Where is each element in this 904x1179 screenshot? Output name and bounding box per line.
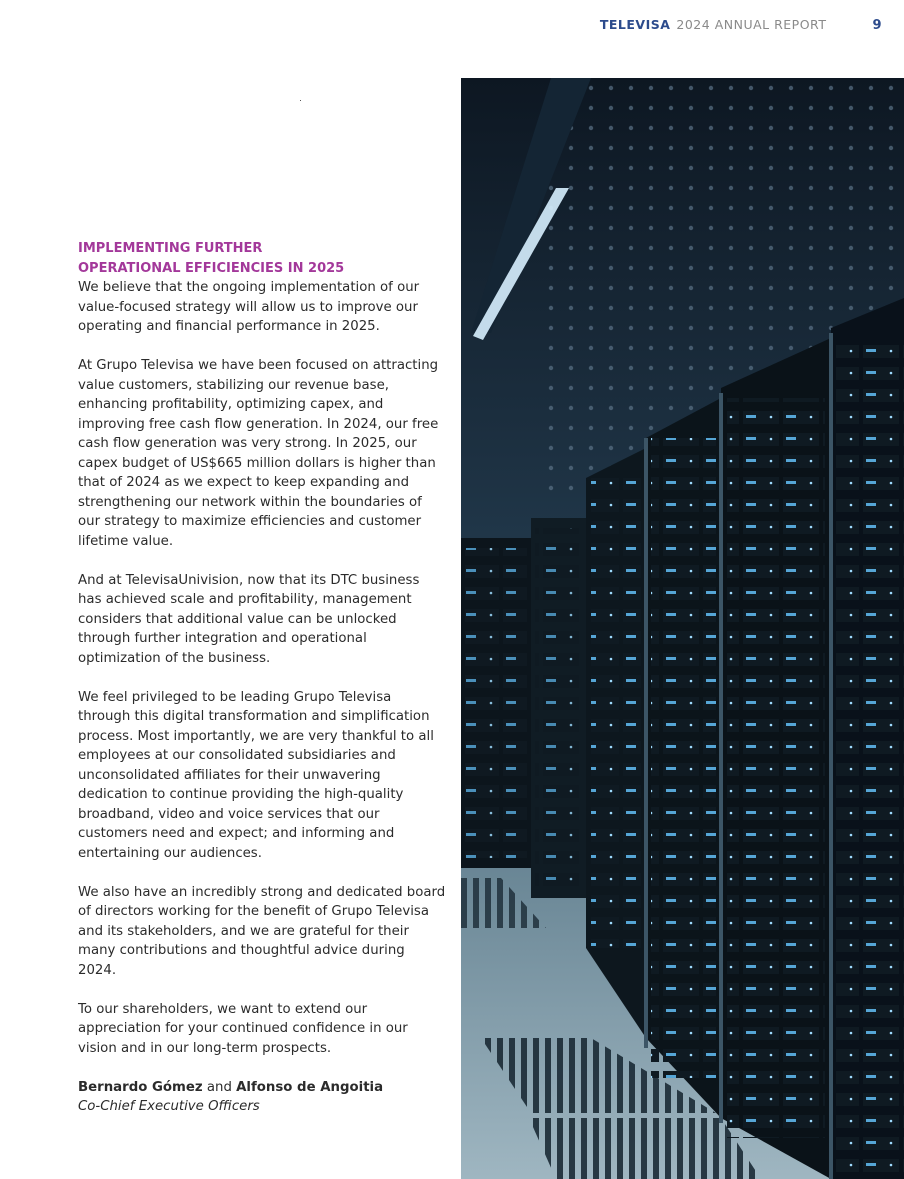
stray-dot (300, 100, 301, 101)
signature-names (78, 1078, 446, 1098)
letter-body (78, 239, 446, 1117)
signer-1: Bernardo Gómez (78, 1079, 203, 1095)
data-center-photo (461, 78, 904, 1179)
paragraph-3: And at TelevisaUnivision, now that its DTC business has achieved scale and profitability, management considers that additional value can be unlocked through further integration and operational optimization of the business. (78, 572, 420, 666)
paragraph-4: We feel privileged to be leading Grupo Televisa through this digital transformation and simplification process. Most importantly, we are very thankful to all employees at our consolidated subsidiaries and unconsolidated affiliates for their unwavering dedication to continue providing the high-quality broadband, video and voice services that our customers need and expect; and informing and entertaining our audiences. (78, 689, 434, 861)
report-title: 2024 ANNUAL REPORT (676, 17, 827, 32)
paragraph-6: To our shareholders, we want to extend our appreciation for your continued confidence in our vision and in our long-term prospects. (78, 1001, 408, 1056)
signer-2: Alfonso de Angoitia (236, 1079, 384, 1095)
paragraph-1: We believe that the ongoing implementation of our value-focused strategy will allow us to improve our operating and financial performance in 2025. (78, 280, 420, 334)
paragraph-2: At Grupo Televisa we have been focused on attracting value customers, stabilizing our revenue base, enhancing profitability, optimizing capex, and improving free cash flow generation. In 2024, our free cash flow generation was very strong. In 2025, our capex budget of US$665 million dollars is higher than that of 2024 as we expect to keep expanding and strengthening our network within the boundaries of our strategy to maximize efficiencies and customer lifetime value. (78, 358, 439, 549)
section-heading: IMPLEMENTING FURTHER OPERATIONAL EFFICIENCIES IN 2025 (78, 241, 345, 276)
page-number: 9 (872, 18, 882, 33)
paragraph-5: We also have an incredibly strong and dedicated board of directors working for the benefit of Grupo Televisa and its stakeholders, and we are grateful for their many contributions and thoughtful advice during 2024. (78, 884, 446, 978)
brand-name: TELEVISA (599, 17, 671, 32)
signer-title: Co-Chief Executive Officers (78, 1099, 260, 1114)
signature-connector: and (202, 1079, 237, 1095)
page-header (600, 17, 882, 33)
